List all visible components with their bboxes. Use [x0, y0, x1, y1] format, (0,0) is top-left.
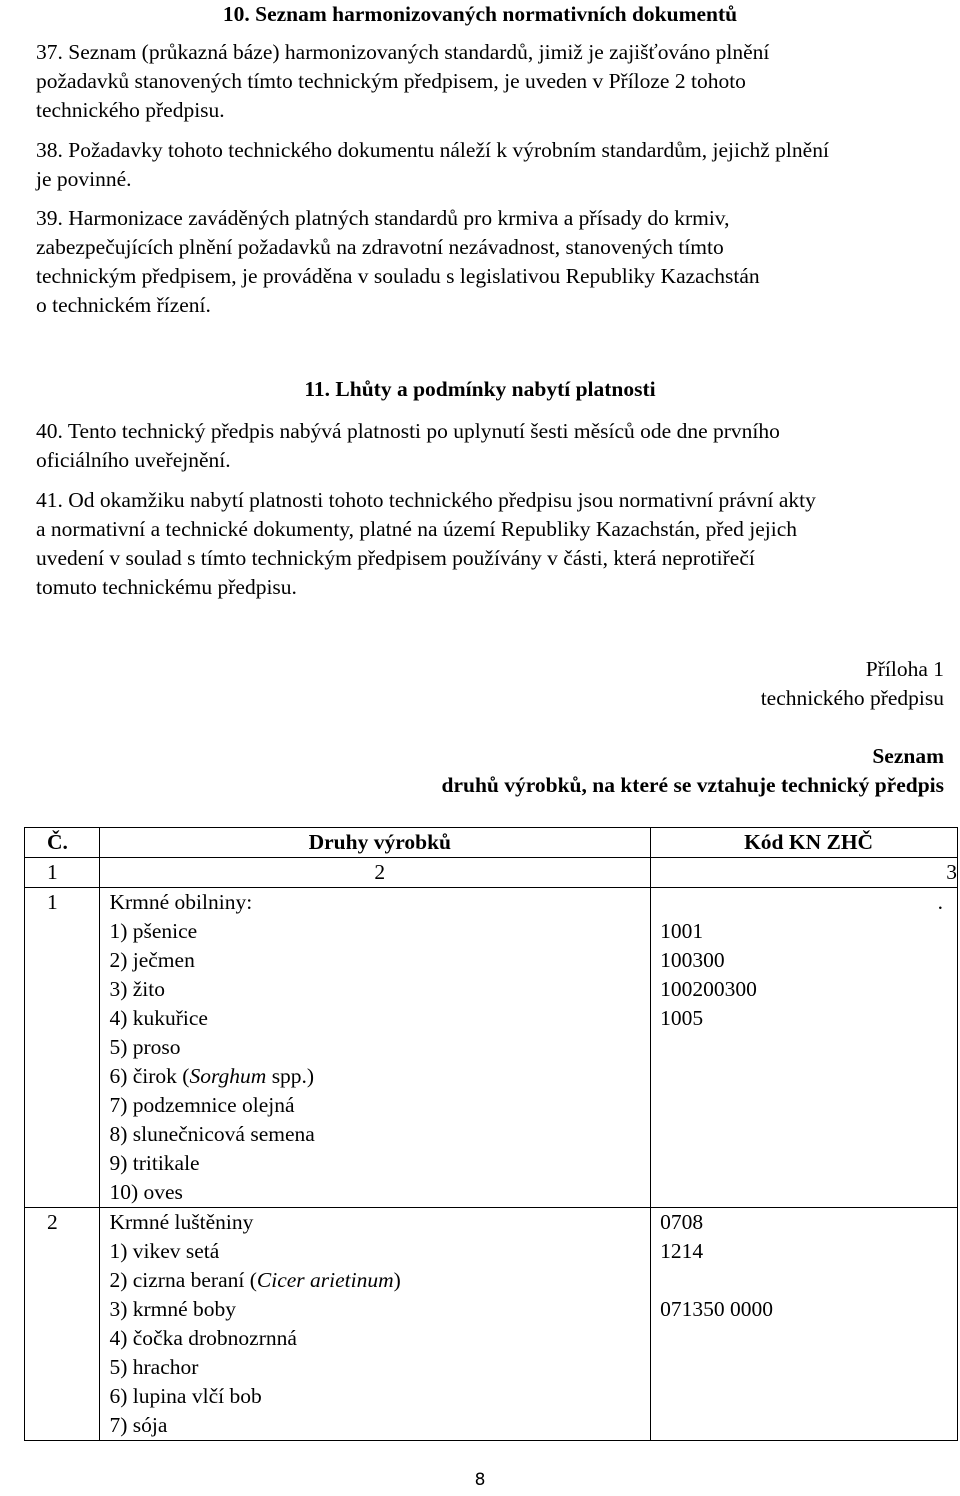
- table-row: [25, 1208, 958, 1441]
- text-line: uvedení v soulad s tímto technickým předpisem používány v části, která neprotiřečí: [36, 546, 755, 570]
- table-cell: 3: [651, 858, 958, 888]
- list-item: 5) proso: [109, 1035, 181, 1059]
- text-line: tomuto technickému předpisu.: [36, 575, 297, 599]
- text-line: 40. Tento technický předpis nabývá platnosti po uplynutí šesti měsíců ode dne prvního: [36, 419, 780, 443]
- item-text: spp.): [266, 1064, 315, 1088]
- section-10-title: 10. Seznam harmonizovaných normativních dokumentů: [222, 2, 738, 26]
- table-cell: [100, 1208, 651, 1441]
- table-row: [25, 888, 958, 1208]
- code: 100200300: [660, 977, 757, 1001]
- annex-line: technického předpisu: [760, 686, 944, 710]
- list-item: 9) tritikale: [109, 1151, 200, 1175]
- text-line: 41. Od okamžiku nabytí platnosti tohoto technického předpisu jsou normativní právní akty: [36, 488, 816, 512]
- list-item: 2) ječmen: [109, 948, 195, 972]
- list-item: 4) čočka drobnozrnná: [109, 1326, 297, 1350]
- text-line: oficiálního uveřejnění.: [36, 448, 231, 472]
- latin-name: Cicer arietinum: [256, 1268, 394, 1292]
- text-line: zabezpečujících plnění požadavků na zdravotní nezávadnost, stanovených tímto: [36, 235, 724, 259]
- row-title: Krmné obilniny:: [109, 890, 253, 914]
- table-header-row: [25, 828, 958, 858]
- table-column-number-row: [25, 858, 958, 888]
- item-text: 6) čirok (: [109, 1064, 190, 1088]
- annex-label: [761, 655, 944, 713]
- page-number: 8: [474, 1470, 486, 1490]
- paragraph-38: [36, 136, 936, 194]
- list-item: 5) hrachor: [109, 1355, 199, 1379]
- code: 1214: [660, 1239, 704, 1263]
- paragraph-40: [36, 417, 936, 475]
- paragraph-37: [36, 38, 936, 125]
- text-line: 38. Požadavky tohoto technického dokumentu náleží k výrobním standardům, jejichž plnění: [36, 138, 829, 162]
- code: 1005: [660, 1006, 704, 1030]
- text-line: technického předpisu.: [36, 98, 225, 122]
- text-line: je povinné.: [36, 167, 132, 191]
- header-cell: Druhy výrobků: [100, 828, 651, 858]
- annex-line: Příloha 1: [865, 657, 944, 681]
- products-table: [24, 827, 958, 1441]
- list-item: 10) oves: [109, 1180, 183, 1204]
- item-text: 2) cizrna beraní (: [109, 1268, 257, 1292]
- list-item: 1) pšenice: [109, 919, 198, 943]
- table-cell: 2: [25, 1208, 100, 1441]
- text-line: 37. Seznam (průkazná báze) harmonizovaných standardů, jimiž je zajišťováno plnění: [36, 40, 770, 64]
- section-11-title: 11. Lhůty a podmínky nabytí platnosti: [304, 377, 656, 401]
- header-cell: Kód KN ZHČ: [651, 828, 958, 858]
- item-text: ): [393, 1268, 401, 1292]
- list-item: 7) sója: [109, 1413, 168, 1437]
- list-item: 3) žito: [109, 977, 165, 1001]
- text-line: o technickém řízení.: [36, 293, 211, 317]
- table-cell: [100, 888, 651, 1208]
- text-line: 39. Harmonizace zaváděných platných standardů pro krmiva a přísady do krmiv,: [36, 206, 730, 230]
- list-item: 3) krmné boby: [109, 1297, 237, 1321]
- list-item: [109, 1266, 650, 1295]
- list-item: 1) vikev setá: [109, 1239, 220, 1263]
- text-line: a normativní a technické dokumenty, platné na území Republiky Kazachstán, před jejich: [36, 517, 797, 541]
- list-item: 4) kukuřice: [109, 1006, 208, 1030]
- list-item: 8) slunečnicová semena: [109, 1122, 315, 1146]
- annex-heading-line: Seznam: [872, 744, 944, 768]
- header-cell: Č.: [25, 828, 100, 858]
- text-line: technickým předpisem, je prováděna v souladu s legislativou Republiky Kazachstán: [36, 264, 760, 288]
- code: [660, 1266, 957, 1295]
- list-item: [109, 1062, 650, 1091]
- table-cell: 1: [25, 888, 100, 1208]
- code: 0708: [660, 1210, 704, 1234]
- table-cell: [651, 888, 958, 1208]
- code: 100300: [660, 948, 725, 972]
- latin-name: Sorghum: [189, 1064, 267, 1088]
- code: 071350 0000: [660, 1297, 774, 1321]
- paragraph-41: [36, 486, 936, 602]
- code: 1001: [660, 919, 704, 943]
- paragraph-39: [36, 204, 936, 320]
- table-cell: 2: [100, 858, 651, 888]
- list-item: 6) lupina vlčí bob: [109, 1384, 262, 1408]
- table-cell: [651, 1208, 958, 1441]
- list-item: 7) podzemnice olejná: [109, 1093, 295, 1117]
- table-cell: 1: [25, 858, 100, 888]
- annex-heading: [441, 742, 944, 800]
- annex-heading-line: druhů výrobků, na které se vztahuje technický předpis: [441, 773, 944, 797]
- row-title: Krmné luštěniny: [109, 1210, 254, 1234]
- dot-mark: .: [937, 890, 943, 914]
- text-line: požadavků stanovených tímto technickým předpisem, je uveden v Příloze 2 tohoto: [36, 69, 746, 93]
